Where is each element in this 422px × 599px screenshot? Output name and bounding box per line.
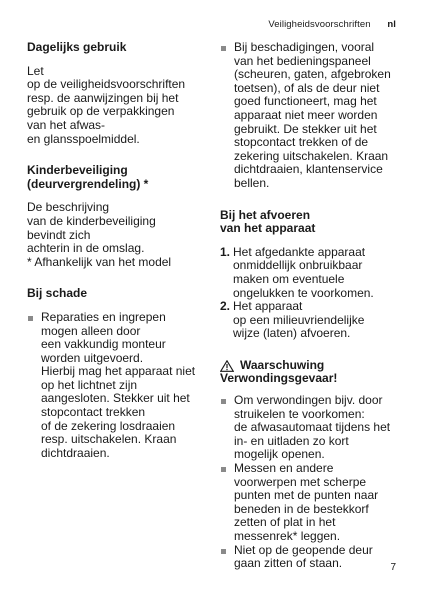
damage-continued-list [220, 41, 400, 191]
page-header [268, 19, 396, 30]
daily-use-text: Let op de veiligheidsvoorschriften resp. de aanwijzingen bij het gebruik op de verpakkingen van het afwas- en glansspoelmiddel. [27, 63, 186, 146]
bullet-square-icon [28, 316, 33, 321]
list-item-text: Niet op de geopende deur gaan zitten of staan. [234, 542, 373, 571]
language-code: nl [387, 19, 396, 30]
bullet-square-icon [221, 46, 226, 51]
list-item [220, 246, 400, 300]
warning-triangle-icon [220, 360, 234, 372]
list-item [27, 311, 205, 461]
list-number: 1. [220, 244, 231, 259]
damage-continued-section [220, 41, 400, 191]
list-item [220, 394, 400, 462]
warning-title: Waarschuwing [240, 357, 325, 372]
list-item-text: Bij beschadigingen, vooral van het bedieningspaneel (scheuren, gaten, afgebroken toetsen), of als de deur niet goed functioneert, mag het apparaat niet meer worden gebruikt. De stekker uit het stopcontact trekken of de zekering uitschakelen. Kraan dichtdraaien, klantenservice bellen. [234, 40, 391, 190]
damage-section [27, 287, 205, 460]
warning-subtitle: Verwondingsgevaar! [220, 371, 338, 386]
list-item [220, 41, 400, 191]
right-column [220, 41, 400, 589]
list-item [220, 300, 400, 341]
bullet-square-icon [221, 549, 226, 554]
child-lock-heading: Kinderbeveiliging (deurvergrendeling) * [27, 163, 149, 191]
daily-use-section [27, 41, 205, 146]
disposal-heading: Bij het afvoeren van het apparaat [220, 207, 316, 236]
daily-use-heading: Dagelijks gebruik [27, 40, 127, 54]
list-item-text: Messen en andere voorwerpen met scherpe punten met de punten naar beneden in de bestekkorf zetten of plat in het messenrek* leggen. [234, 461, 379, 543]
child-lock-text: De beschrijving van de kinderbeveiliging bevindt zich achterin in de omslag. [27, 200, 156, 256]
left-column [27, 41, 205, 478]
damage-list [27, 311, 205, 461]
damage-heading: Bij schade [27, 286, 88, 301]
child-lock-note: * Afhankelijk van het model [27, 254, 172, 269]
bullet-square-icon [221, 467, 226, 472]
list-item-text: Om verwondingen bijv. door struikelen te voorkomen: de afwasautomaat tijdens het in- en uitladen zo kort mogelijk openen. [234, 393, 391, 462]
disposal-list [220, 246, 400, 341]
list-item [220, 462, 400, 544]
page-number: 7 [390, 562, 396, 573]
disposal-section [220, 209, 400, 341]
list-item [220, 544, 400, 571]
list-number: 2. [220, 299, 231, 314]
child-lock-section [27, 164, 205, 269]
section-title: Veiligheidsvoorschriften [268, 19, 371, 30]
list-item-text: Het apparaat op een milieuvriendelijke wijze (laten) afvoeren. [233, 299, 365, 341]
warning-heading [220, 359, 400, 373]
list-item-text: Reparaties en ingrepen mogen alleen door een vakkundig monteur worden uitgevoerd. Hierbij mag het apparaat niet op het lichtnet zijn aangesloten. Stekker uit het stopcontact trekken of de zekering losdraaien resp. uitschakelen. Kraan dichtdraaien. [41, 309, 196, 460]
warning-list [220, 394, 400, 571]
warning-section [220, 359, 400, 571]
list-item-text: Het afgedankte apparaat onmiddellijk onbruikbaar maken om eventuele ongelukken te voorkomen. [233, 244, 374, 300]
bullet-square-icon [221, 399, 226, 404]
